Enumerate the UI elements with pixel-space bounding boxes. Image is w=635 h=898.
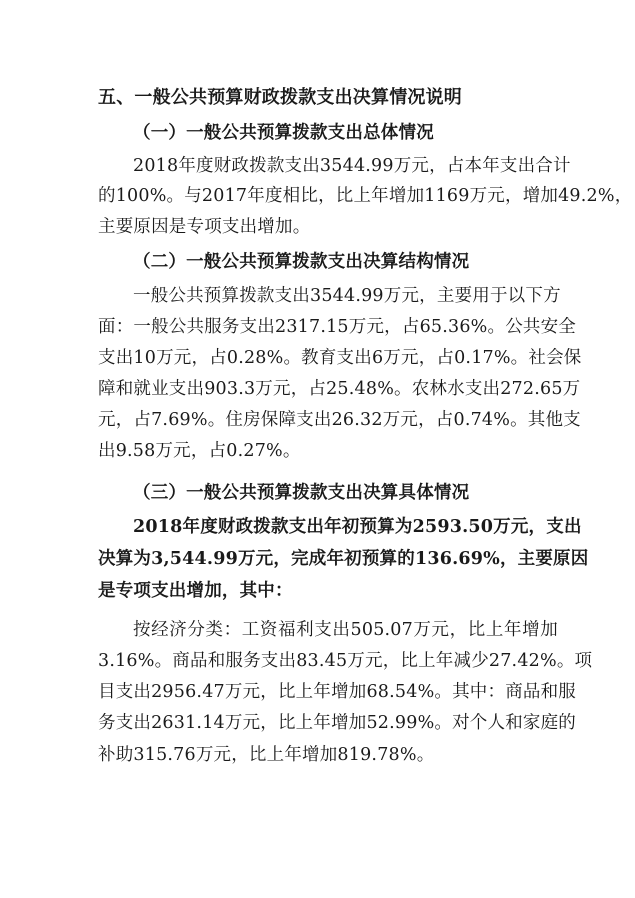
paragraph-2-line-5: 元，占7.69%。住房保障支出26.32万元，占0.74%。其他支	[98, 410, 581, 430]
subsection-title-3: （三）一般公共预算拨款支出决算具体情况	[133, 483, 470, 503]
paragraph-2-line-3: 支出10万元，占0.28%。教育支出6万元，占0.17%。社会保	[98, 348, 582, 368]
subsection-title-1: （一）一般公共预算拨款支出总体情况	[133, 123, 434, 143]
section-title: 五、一般公共预算财政拨款支出决算情况说明	[98, 87, 462, 108]
paragraph-2-line-4: 障和就业支出903.3万元，占25.48%。农林水支出272.65万	[98, 379, 581, 399]
paragraph-1-line-2: 的100%。与2017年度相比，比上年增加1169万元，增加49.2%，	[98, 186, 633, 206]
subsection-title-2: （二）一般公共预算拨款支出决算结构情况	[133, 252, 470, 272]
paragraph-4-line-4: 务支出2631.14万元，比上年增加52.99%。对个人和家庭的	[98, 713, 576, 733]
paragraph-3-line-1: 2018年度财政拨款支出年初预算为2593.50万元，支出	[133, 517, 582, 537]
paragraph-2-line-6: 出9.58万元，占0.27%。	[98, 441, 301, 461]
paragraph-4-line-3: 目支出2956.47万元，比上年增加68.54%。其中：商品和服	[98, 682, 576, 702]
paragraph-2-line-2: 面：一般公共服务支出2317.15万元，占65.36%。公共安全	[98, 317, 576, 337]
paragraph-4-line-2: 3.16%。商品和服务支出83.45万元，比上年减少27.42%。项	[98, 651, 593, 671]
paragraph-2-line-1: 一般公共预算拨款支出3544.99万元，主要用于以下方	[133, 286, 561, 306]
paragraph-3-line-3: 是专项支出增加，其中：	[98, 581, 293, 601]
paragraph-3-line-2: 决算为3,544.99万元，完成年初预算的136.69%，主要原因	[98, 549, 589, 569]
paragraph-1-line-3: 主要原因是专项支出增加。	[98, 217, 311, 237]
paragraph-1-line-1: 2018年度财政拨款支出3544.99万元，占本年支出合计	[133, 156, 571, 176]
paragraph-4-line-1: 按经济分类：工资福利支出505.07万元，比上年增加	[133, 620, 558, 640]
paragraph-4-line-5: 补助315.76万元，比上年增加819.78%。	[98, 745, 435, 765]
